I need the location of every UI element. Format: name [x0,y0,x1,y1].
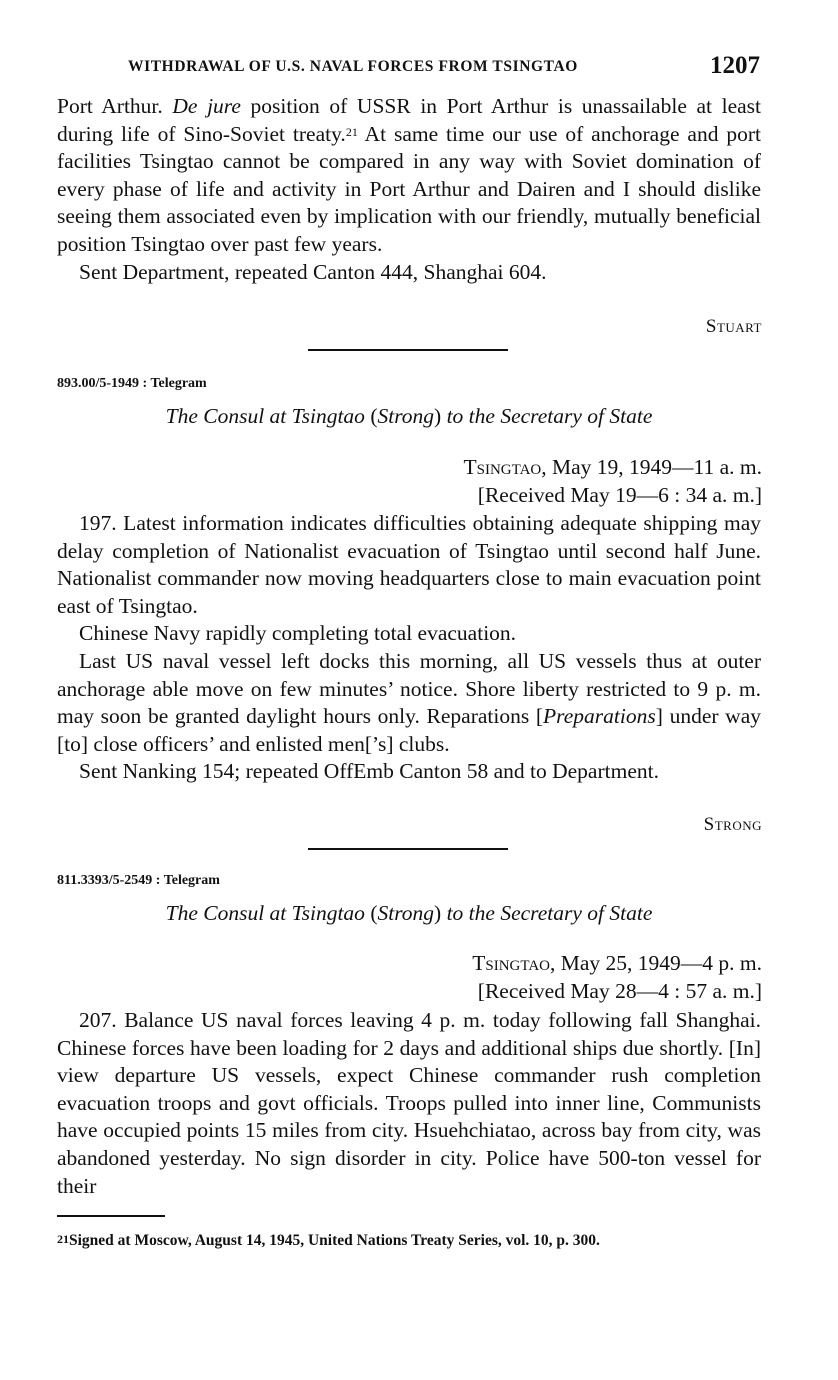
title-text: to the Secretary of State [446,404,653,428]
telegram-paragraph-3 [57,648,761,758]
date-received: [Received May 19—6 : 34 a. m.] [477,482,762,507]
text-run: position of USSR in Port Arthur is unassailable at least during life of Sino-Soviet treaty. [57,94,761,146]
date-time: May 19, 1949—11 a. m. [551,455,762,479]
document-title [57,901,761,926]
signature-strong: Strong [703,814,762,835]
title-text: The Consul at Tsingtao [165,404,365,428]
title-paren: ( [370,404,378,428]
telegram-paragraph-1: 197. Latest information indicates difficulties obtaining adequate shipping may delay completion of Nationalist evacuation of Tsingtao until second half June. Nationalist commander now moving headquarters close to main evacuation point east of Tsingtao. [57,511,761,618]
dateline [463,454,762,509]
italic-run: Preparations [543,704,656,729]
running-header [128,52,764,82]
text-run: Last US naval vessel left docks this morning, all US vessels thus at outer anchorage able move on few minutes’ notice. Shore liberty restricted to 9 p. m. may soon be granted daylight hours only. Reparations [ [57,648,761,729]
date-time: May 25, 1949—4 p. m. [560,951,762,975]
telegram-body [57,1007,761,1200]
section-divider [308,848,508,850]
footnote-marker: 21 [57,1232,69,1246]
text-run: ] under way [to] close officers’ and enlisted men[’s] clubs. [57,704,762,756]
title-author: Strong [377,901,435,925]
continuation-paragraph-2: Sent Department, repeated Canton 444, Shanghai 604. [79,259,547,284]
date-place: Tsingtao, [463,455,547,479]
dateline [472,950,762,1005]
title-paren: ) [434,404,442,428]
title-paren: ) [434,901,442,925]
title-author: Strong [377,404,435,428]
telegram-body [57,510,761,786]
date-sent [463,454,762,482]
title-text: The Consul at Tsingtao [165,901,365,925]
footnote-ref: 21 [345,124,358,139]
date-sent [472,950,762,978]
text-run: At same time our use of anchorage and port facilities Tsingtao cannot be compared in any way with Soviet domination of every phase of life and activity in Port Arthur and Dairen and I should dislike seeing them associated even by implication with our friendly, mutually beneficial position Tsingtao over past few years. [57,121,761,256]
title-paren: ( [370,901,378,925]
text-run: Port Arthur. [57,94,163,118]
date-place: Tsingtao, [472,951,556,975]
continuation-paragraph-1 [57,93,761,259]
signature-stuart: Stuart [705,316,762,337]
footnote-text: Signed at Moscow, August 14, 1945, United Nations Treaty Series, vol. 10, p. 300. [69,1232,600,1249]
file-number: 811.3393/5-2549 : Telegram [57,873,220,888]
italic-run: De jure [172,94,241,118]
date-received: [Received May 28—4 : 57 a. m.] [477,978,762,1003]
telegram-paragraph-1: 207. Balance US naval forces leaving 4 p. m. today following fall Shanghai. Chinese forces have been loading for 2 days and additional ships due shortly. [In] view departure US vessels, expect Chinese commander rush completion evacuation troops and govt officials. Troops pulled into inner line, Communists have occupied points 15 miles from city. Hsuehchiatao, across bay from city, was abandoned yesterday. No sign disorder in city. Police have 500-ton vessel for their [57,1008,761,1198]
page-number: 1207 [710,52,760,79]
file-number: 893.00/5-1949 : Telegram [57,376,207,391]
title-text: to the Secretary of State [446,901,653,925]
section-divider [308,349,508,351]
continuation-body [57,93,761,286]
footnote [57,1232,761,1250]
document-title [57,404,761,429]
running-title: WITHDRAWAL OF U.S. NAVAL FORCES FROM TSINGTAO [128,58,578,75]
telegram-paragraph-2: Chinese Navy rapidly completing total evacuation. [79,621,517,646]
telegram-paragraph-4: Sent Nanking 154; repeated OffEmb Canton 58 and to Department. [79,759,659,784]
footnote-rule [57,1215,165,1217]
